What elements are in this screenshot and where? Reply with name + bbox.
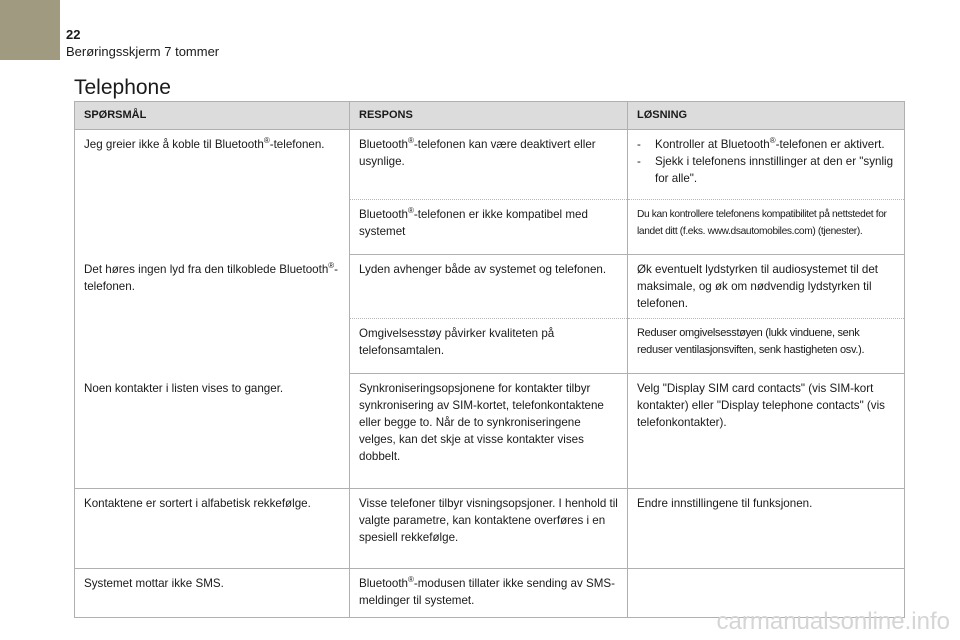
question-cell: Noen kontakter i listen vises to ganger. xyxy=(75,374,350,489)
response-cell: Bluetooth®-modusen tillater ikke sending av SMS-meldinger til systemet. xyxy=(350,568,628,617)
response-cell: Lyden avhenger både av systemet og telefonen. xyxy=(350,255,628,319)
question-cell: Systemet mottar ikke SMS. xyxy=(75,568,350,617)
table-header-row xyxy=(75,102,905,130)
response-cell: Visse telefoner tilbyr visningsopsjoner. I henhold til valgte parametre, kan kontaktene overføres i en spesiell rekkefølge. xyxy=(350,488,628,568)
table-row xyxy=(75,130,905,200)
solution-cell: Øk eventuelt lydstyrken til audiosystemet til det maksimale, og øk om nødvendig lydstyrken til telefonen. xyxy=(628,255,905,319)
list-item: - Kontroller at Bluetooth®-telefonen er aktivert. xyxy=(637,136,885,151)
table-row xyxy=(75,374,905,489)
response-cell: Omgivelsesstøy påvirker kvaliteten på telefonsamtalen. xyxy=(350,319,628,374)
response-cell: Bluetooth®-telefonen er ikke kompatibel med systemet xyxy=(350,200,628,255)
response-cell: Bluetooth®-telefonen kan være deaktivert eller usynlige. xyxy=(350,130,628,200)
solution-cell: Du kan kontrollere telefonens kompatibilitet på nettstedet for landet ditt (f.eks. www.dsautomobiles.com) (tjenester). xyxy=(628,200,905,255)
solution-cell: Reduser omgivelsesstøyen (lukk vinduene, senk reduser ventilasjonsviften, senk hastigheten osv.). xyxy=(628,319,905,374)
header-solution: LØSNING xyxy=(628,102,905,130)
header-question: SPØRSMÅL xyxy=(75,102,350,130)
table-row xyxy=(75,488,905,568)
page-title: Telephone xyxy=(74,76,171,100)
list-item: - Sjekk i telefonens innstillinger at den er "synlig for alle". xyxy=(637,155,894,185)
corner-color-tab xyxy=(0,0,60,60)
header-response: RESPONS xyxy=(350,102,628,130)
watermark: carmanualsonline.info xyxy=(716,608,950,635)
question-cell: Kontaktene er sortert i alfabetisk rekkefølge. xyxy=(75,488,350,568)
solution-cell: Endre innstillingene til funksjonen. xyxy=(628,488,905,568)
section-title: Berøringsskjerm 7 tommer xyxy=(66,44,220,59)
solution-cell: Velg "Display SIM card contacts" (vis SIM-kort kontakter) eller "Display telephone contacts" (vis telefonkontakter). xyxy=(628,374,905,489)
response-cell: Synkroniseringsopsjonene for kontakter tilbyr synkronisering av SIM-kortet, telefonkontaktene eller begge to. Når de to synkroniseringene velges, kan det skje at visse kontakter vises dobbelt. xyxy=(350,374,628,489)
page-number: 22 xyxy=(66,27,81,42)
question-cell: Jeg greier ikke å koble til Bluetooth®-telefonen. xyxy=(75,130,350,255)
question-cell: Det høres ingen lyd fra den tilkoblede Bluetooth®-telefonen. xyxy=(75,255,350,374)
table-row xyxy=(75,255,905,319)
solution-cell xyxy=(628,130,905,200)
troubleshooting-table xyxy=(74,101,905,618)
